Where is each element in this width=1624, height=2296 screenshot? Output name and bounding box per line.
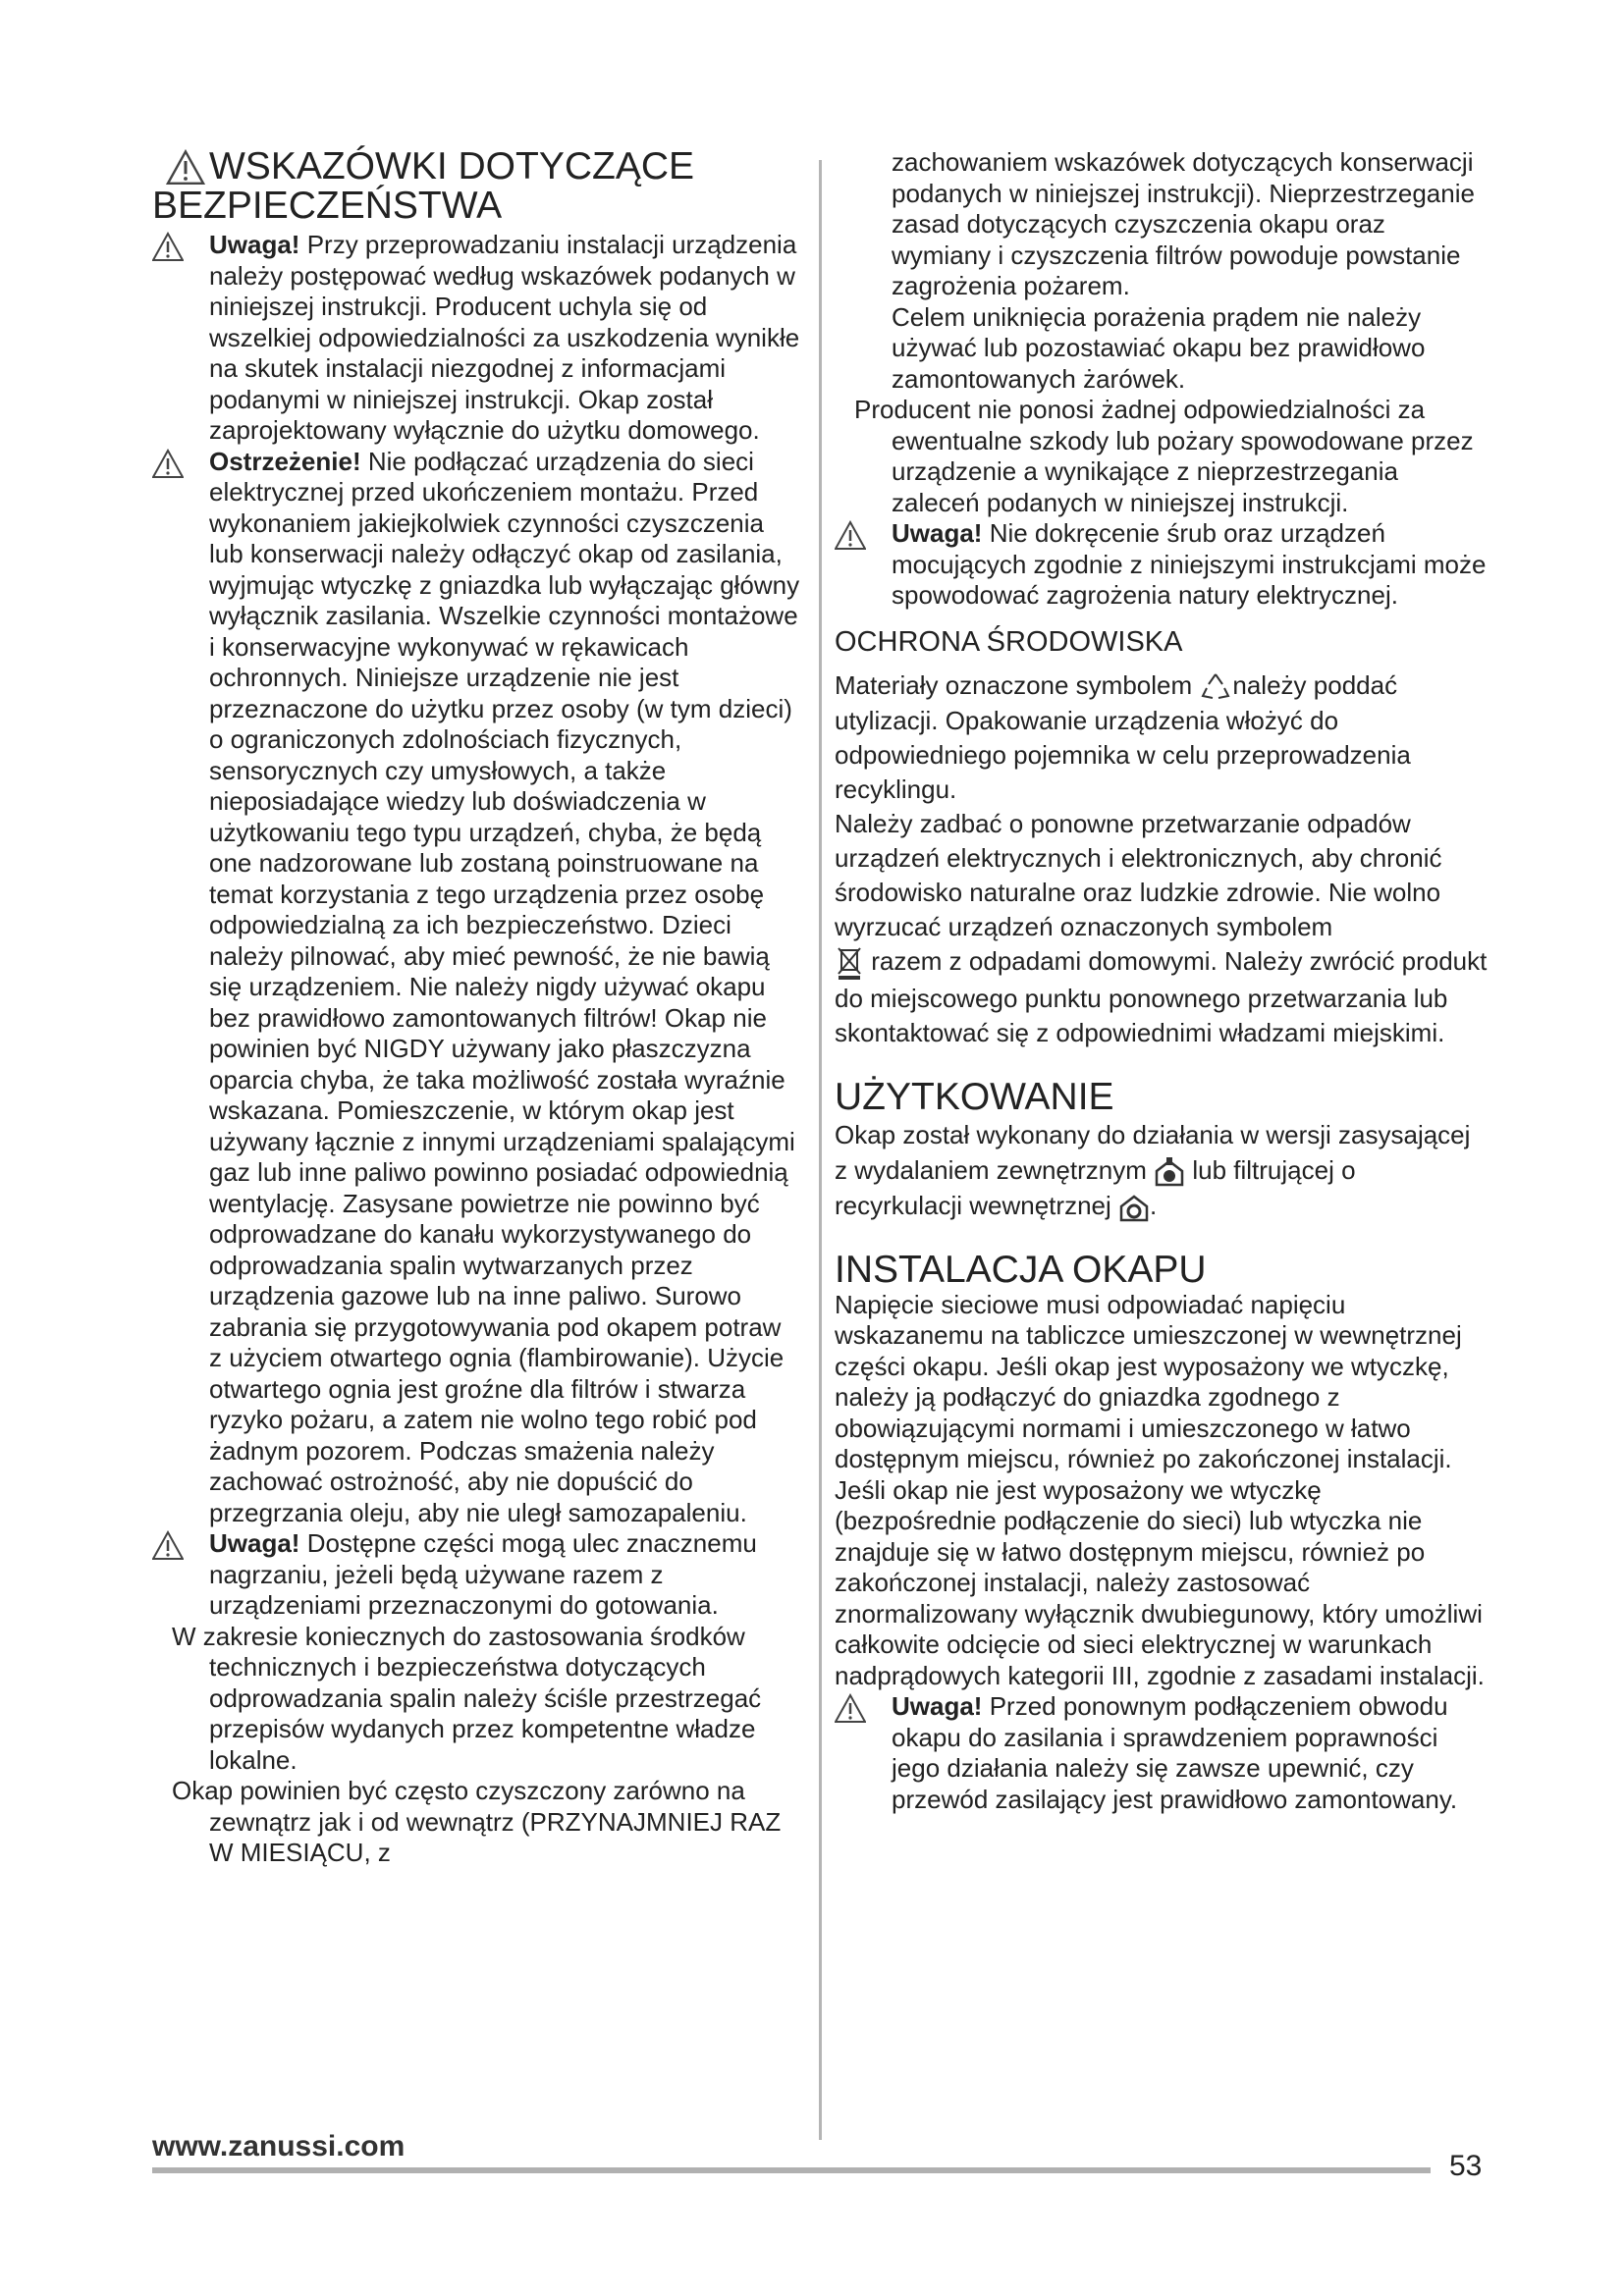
recycling-text-b: należy poddać utylizacji. Opakowanie urządzenia włożyć do odpowiedniego pojemnika w celu przeprowadzenia recyklingu.: [835, 669, 1411, 804]
caution-text: Nie podłączać urządzenia do sieci elektrycznej przed ukończeniem montażu. Przed wykonaniem jakiejkolwiek czynności czyszczenia lub konserwacji należy odłączyć okap od zasilania, wyjmując wtyczkę z gniazdka lub wyłączając główny wyłącznik zasilania. Wszelkie czynności montażowe i konserwacyjne wykonywać w rękawicach ochronnych. Niniejsze urządzenie nie jest przeznaczone do użytku przez osoby (w tym dzieci) o ograniczonych zdolnościach fizycznych, sensorycznych czy umysłowych, a także nieposiadające wiedzy lub doświadczenia w użytkowaniu tego typu urządzeń, chyba, że będą one nadzorowane lub zostaną poinstruowane na temat korzystania z tego urządzenia przez osobę odpowiedzialną za ich bezpieczeństwo. Dzieci należy pilnować, aby mieć pewność, że nie bawią się urządzeniem. Nie należy nigdy używać okapu bez prawidłowo zamontowanych filtrów! Okap nie powinien być NIGDY używany jako płaszczyzna oparcia chyba, że taka możliwość została wyraźnie wskazana. Pomieszczenie, w którym okap jest używany łącznie z innymi urządzeniami spalającymi gaz lub inne paliwo powinno posiadać odpowiednią wentylację. Zasysane powietrze nie powinno być odprowadzane do kanału wykorzystywanego do odprowadzania spalin wytwarzanych przez urządzenia gazowe lub na inne paliwo. Surowo zabrania się przygotowywania pod okapem potraw z użyciem otwartego ognia (flambirowanie). Użycie otwartego ognia jest groźne dla filtrów i stwarza ryzyko pożaru, a zatem nie wolno tego robić pod żadnym pozorem. Podczas smażenia należy zachować ostrożność, aby nie dopuścić do przegrzania oleju, aby nie uległ samozapaleniu.: [209, 446, 800, 1527]
environment-heading: OCHRONA ŚRODOWISKA: [835, 625, 1183, 658]
warning-triangle-icon: [152, 1530, 184, 1560]
regulations-paragraph: W zakresie koniecznych do zastosowania środków technicznych i bezpieczeństwa dotyczących odprowadzania spalin należy ściśle przestrzegać przepisów wydanych przez kompetentne władze lokalne.: [172, 1621, 762, 1775]
caution-paragraph: [152, 447, 800, 1529]
heading-line2: BEZPIECZEŃSTWA: [152, 185, 503, 227]
recycling-text-a: Materiały oznaczone symbolem: [835, 669, 1200, 700]
weee-text-b: razem z odpadami domowymi. Należy zwrócić produkt do miejscowego punktu ponownego przetwarzania lub skontaktować się z odpowiednimi władzami miejskimi.: [835, 945, 1488, 1047]
safety-heading: [152, 147, 800, 187]
installation-warning-label: Uwaga!: [892, 1691, 983, 1722]
page-number: 53: [1449, 2150, 1483, 2182]
usage-text-b: lub filtrującej o recyrkulacji wewnętrznej: [835, 1154, 1356, 1220]
warning-triangle-icon: [166, 149, 205, 185]
usage-paragraph: [835, 1117, 1488, 1223]
warning-triangle-icon: [152, 449, 184, 478]
hot-parts-label: Uwaga!: [209, 1528, 300, 1558]
screws-warning-text: Nie dokręcenie śrub oraz urządzeń mocujących zgodnie z niniejszymi instrukcjami może spowodować zagrożenia natury elektrycznej.: [892, 518, 1487, 610]
recycling-paragraph: [835, 668, 1488, 807]
installation-paragraph-2: Jeśli okap nie jest wyposażony we wtyczkę (bezpośrednie podłączenie do sieci) lub wtyczka nie znajduje się w łatwo dostępnym miejscu, również po zakończonej instalacji, należy zastosować znormalizowany wyłącznik dwubiegunowy, który umożliwi całkowite odcięcie od sieci elektrycznej w warunkach nadprądowych kategorii III, zgodnie z zasadami instalacji.: [835, 1474, 1485, 1690]
weee-text-a: Należy zadbać o ponowne przetwarzanie odpadów urządzeń elektrycznych i elektronicznych, aby chronić środowisko naturalne oraz ludzkie zdrowie. Nie wolno wyrzucać urządzeń oznaczonych symbolem: [835, 808, 1442, 941]
warning-paragraph: [152, 230, 800, 447]
heading-line1: WSKAZÓWKI DOTYCZĄCE: [209, 145, 695, 187]
weee-paragraph: [835, 807, 1488, 1050]
installation-heading: INSTALACJA OKAPU: [835, 1248, 1207, 1291]
usage-text-c: .: [1149, 1190, 1158, 1220]
cleaning-paragraph: Okap powinien być często czyszczony zarówno na zewnątrz jak i od wewnątrz (PRZYNAJMNIEJ RAZ W MIESIĄCU, z: [172, 1776, 782, 1867]
screws-warning-label: Uwaga!: [892, 518, 983, 548]
column-divider: [819, 160, 822, 2140]
recycle-icon: [1199, 670, 1232, 704]
warning-text: Przy przeprowadzaniu instalacji urządzenia należy postępować według wskazówek podanych w niniejszej instrukcji. Producent uchyla się od wszelkiej odpowiedzialności za uszkodzenia wynikłe na skutek instalacji niezgodnej z informacjami podanymi w niniejszej instrukcji. Okap został zaprojektowany wyłącznie do użytku domowego.: [209, 230, 800, 445]
usage-heading: UŻYTKOWANIE: [835, 1075, 1114, 1118]
screws-warning: [835, 518, 1488, 612]
left-column: [152, 147, 800, 1869]
warning-triangle-icon: [835, 520, 866, 550]
usage-text-a: Okap został wykonany do działania w wersji zasysającej z wydalaniem zewnętrznym: [835, 1119, 1471, 1185]
footer-url-link[interactable]: www.zanussi.com: [152, 2130, 406, 2163]
caution-label: Ostrzeżenie!: [209, 446, 361, 476]
hot-parts-warning: [152, 1528, 800, 1622]
hot-parts-text: Dostępne części mogą ulec znacznemu nagrzaniu, jeżeli będą używane razem z urządzeniami przeznaczonymi do gotowania.: [209, 1528, 757, 1620]
crossed-bin-icon: [835, 944, 864, 982]
installation-paragraph-1: Napięcie sieciowe musi odpowiadać napięciu wskazanemu na tabliczce umieszczonej w wewnętrznej części okapu. Jeśli okap jest wyposażony we wtyczkę, należy ją podłączyć do gniazdka zgodnego z obowiązującymi normami i umieszczonego w łatwo dostępnym miejscu, również po zakończonej instalacji.: [835, 1289, 1462, 1474]
warning-label: Uwaga!: [209, 230, 300, 259]
footer-rule: [152, 2167, 1431, 2173]
recirculation-icon: [1118, 1193, 1150, 1222]
liability-paragraph: Producent nie ponosi żadnej odpowiedzialności za ewentualne szkody lub pożary spowodowane przez urządzenie a wynikające z nieprzestrzegania zaleceń podanych w niniejszej instrukcji.: [854, 395, 1474, 517]
maintenance-paragraph: zachowaniem wskazówek dotyczących konserwacji podanych w niniejszej instrukcji). Nieprzestrzeganie zasad dotyczących czyszczenia okapu oraz wymiany i czyszczenia filtrów powoduje powstanie zagrożenia pożarem.: [892, 147, 1475, 300]
bulbs-paragraph: Celem uniknięcia porażenia prądem nie należy używać lub pozostawiać okapu bez prawidłowo zamontowanych żarówek.: [892, 301, 1426, 394]
installation-warning: [835, 1691, 1488, 1815]
installation-warning-text: Przed ponownym podłączeniem obwodu okapu do zasilania i sprawdzeniem poprawności jego działania należy się zawsze upewnić, czy przewód zasilający jest prawidłowo zamontowany.: [892, 1691, 1458, 1814]
warning-triangle-icon: [152, 232, 184, 261]
duct-out-icon: [1154, 1157, 1185, 1187]
right-column: [835, 147, 1488, 1815]
warning-triangle-icon: [835, 1693, 866, 1723]
